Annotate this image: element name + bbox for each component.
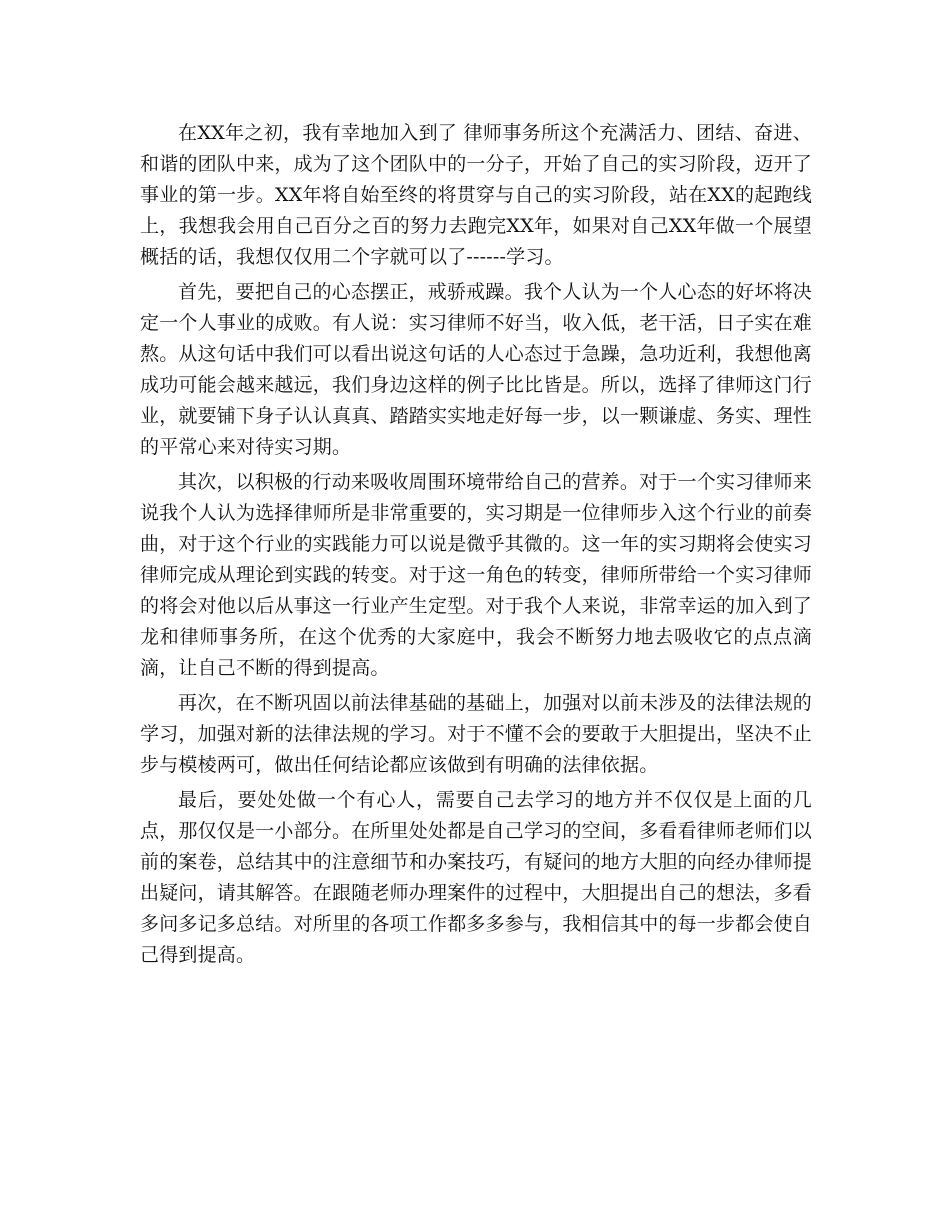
paragraph-4: 再次，在不断巩固以前法律基础的基础上，加强对以前未涉及的法律法规的学习，加强对新的法律法规的学习。对于不懂不会的要敢于大胆提出，坚决不止步与模棱两可，做出任何结论都应该做到有明确的法律依据。 [140, 692, 813, 776]
document-body [140, 118, 812, 975]
paragraph-5: 最后，要处处做一个有心人，需要自己去学习的地方并不仅仅是上面的几点，那仅仅是一小部分。在所里处处都是自己学习的空间，多看看律师老师们以前的案卷，总结其中的注意细节和办案技巧，有疑问的地方大胆的向经办律师提出疑问，请其解答。在跟随老师办理案件的过程中，大胆提出自己的想法，多看多问多记多总结。对所里的各项工作都多多参与，我相信其中的每一步都会使自己得到提高。 [140, 789, 813, 966]
paragraph-1: 在XX年之初，我有幸地加入到了 律师事务所这个充满活力、团结、奋进、和谐的团队中来，成为了这个团队中的一分子，开始了自己的实习阶段，迈开了事业的第一步。XX年将自始至终的将贯穿与自己的实习阶段，站在XX的起跑线上，我想我会用自己百分之百的努力去跑完XX年，如果对自己XX年做一个展望概括的话，我想仅仅用二个字就可以了------学习。 [140, 122, 813, 268]
paragraph-3: 其次，以积极的行动来吸收周围环境带给自己的营养。对于一个实习律师来说我个人认为选择律师所是非常重要的，实习期是一位律师步入这个行业的前奏曲，对于这个行业的实践能力可以说是微乎其微的。这一年的实习期将会使实习律师完成从理论到实践的转变。对于这一角色的转变，律师所带给一个实习律师的将会对他以后从事这一行业产生定型。对于我个人来说，非常幸运的加入到了龙和律师事务所，在这个优秀的大家庭中，我会不断努力地去吸收它的点点滴滴，让自己不断的得到提高。 [140, 471, 813, 679]
paragraph-2: 首先，要把自己的心态摆正，戒骄戒躁。我个人认为一个人心态的好坏将决定一个人事业的成败。有人说：实习律师不好当，收入低，老干活，日子实在难熬。从这句话中我们可以看出说这句话的人心态过于急躁，急功近利，我想他离成功可能会越来越远，我们身边这样的例子比比皆是。所以，选择了律师这门行业，就要铺下身子认认真真、踏踏实实地走好每一步，以一颗谦虚、务实、理性的平常心来对待实习期。 [140, 281, 813, 458]
